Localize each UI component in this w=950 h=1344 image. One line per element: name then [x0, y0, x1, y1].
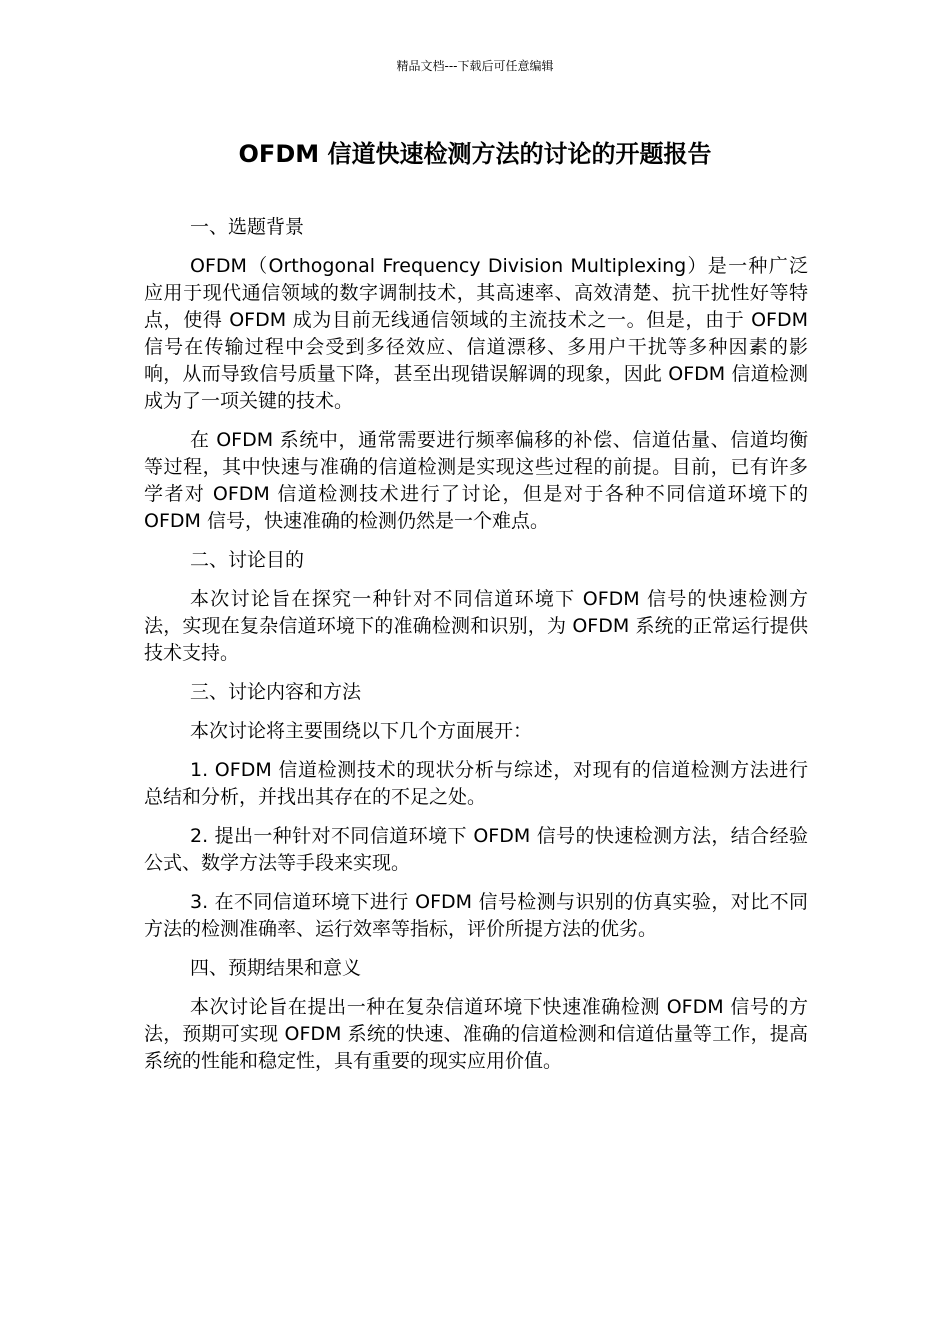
section-expected-results	[144, 955, 808, 1075]
page-header: 精品文档---下载后可任意编辑	[396, 59, 554, 73]
paragraph: 本次讨论将主要围绕以下几个方面展开：	[190, 720, 533, 742]
document-title: OFDM 信道快速检测方法的讨论的开题报告	[238, 140, 712, 168]
section-purpose	[144, 547, 808, 667]
section-heading: 二、讨论目的	[190, 549, 305, 571]
document-body	[144, 214, 808, 1087]
list-item: 1. OFDM 信道检测技术的现状分析与综述，对现有的信道检测方法进行总结和分析，并找出其存在的不足之处。	[144, 759, 808, 808]
section-heading: 四、预期结果和意义	[190, 957, 362, 979]
paragraph: 在 OFDM 系统中，通常需要进行频率偏移的补偿、信道估量、信道均衡等过程，其中快速与准确的信道检测是实现这些过程的前提。目前，已有许多学者对 OFDM 信道检测技术进行了讨论，但是对于各种不同信道环境下的 OFDM 信号，快速准确的检测仍然是一个难点。	[144, 429, 808, 532]
list-item: 3. 在不同信道环境下进行 OFDM 信号检测与识别的仿真实验，对比不同方法的检测准确率、运行效率等指标，评价所提方法的优劣。	[144, 891, 808, 940]
paragraph: OFDM（Orthogonal Frequency Division Multiplexing）是一种广泛应用于现代通信领域的数字调制技术，其高速率、高效清楚、抗干扰性好等特点，使得 OFDM 成为目前无线通信领域的主流技术之一。但是，由于 OFDM 信号在传输过程中会受到多径效应、信道漂移、多用户干扰等多种因素的影响，从而导致信号质量下降，甚至出现错误解调的现象，因此 OFDM 信道检测成为了一项关键的技术。	[144, 255, 808, 412]
section-heading: 一、选题背景	[190, 216, 305, 238]
section-heading: 三、讨论内容和方法	[190, 681, 362, 703]
paragraph: 本次讨论旨在探究一种针对不同信道环境下 OFDM 信号的快速检测方法，实现在复杂信道环境下的准确检测和识别，为 OFDM 系统的正常运行提供技术支持。	[144, 588, 808, 664]
list-item: 2. 提出一种针对不同信道环境下 OFDM 信号的快速检测方法，结合经验公式、数学方法等手段来实现。	[144, 825, 808, 874]
section-content-methods	[144, 679, 808, 943]
paragraph: 本次讨论旨在提出一种在复杂信道环境下快速准确检测 OFDM 信号的方法，预期可实现 OFDM 系统的快速、准确的信道检测和信道估量等工作，提高系统的性能和稳定性，具有重要的现实应用价值。	[144, 996, 808, 1072]
section-background	[144, 214, 808, 535]
